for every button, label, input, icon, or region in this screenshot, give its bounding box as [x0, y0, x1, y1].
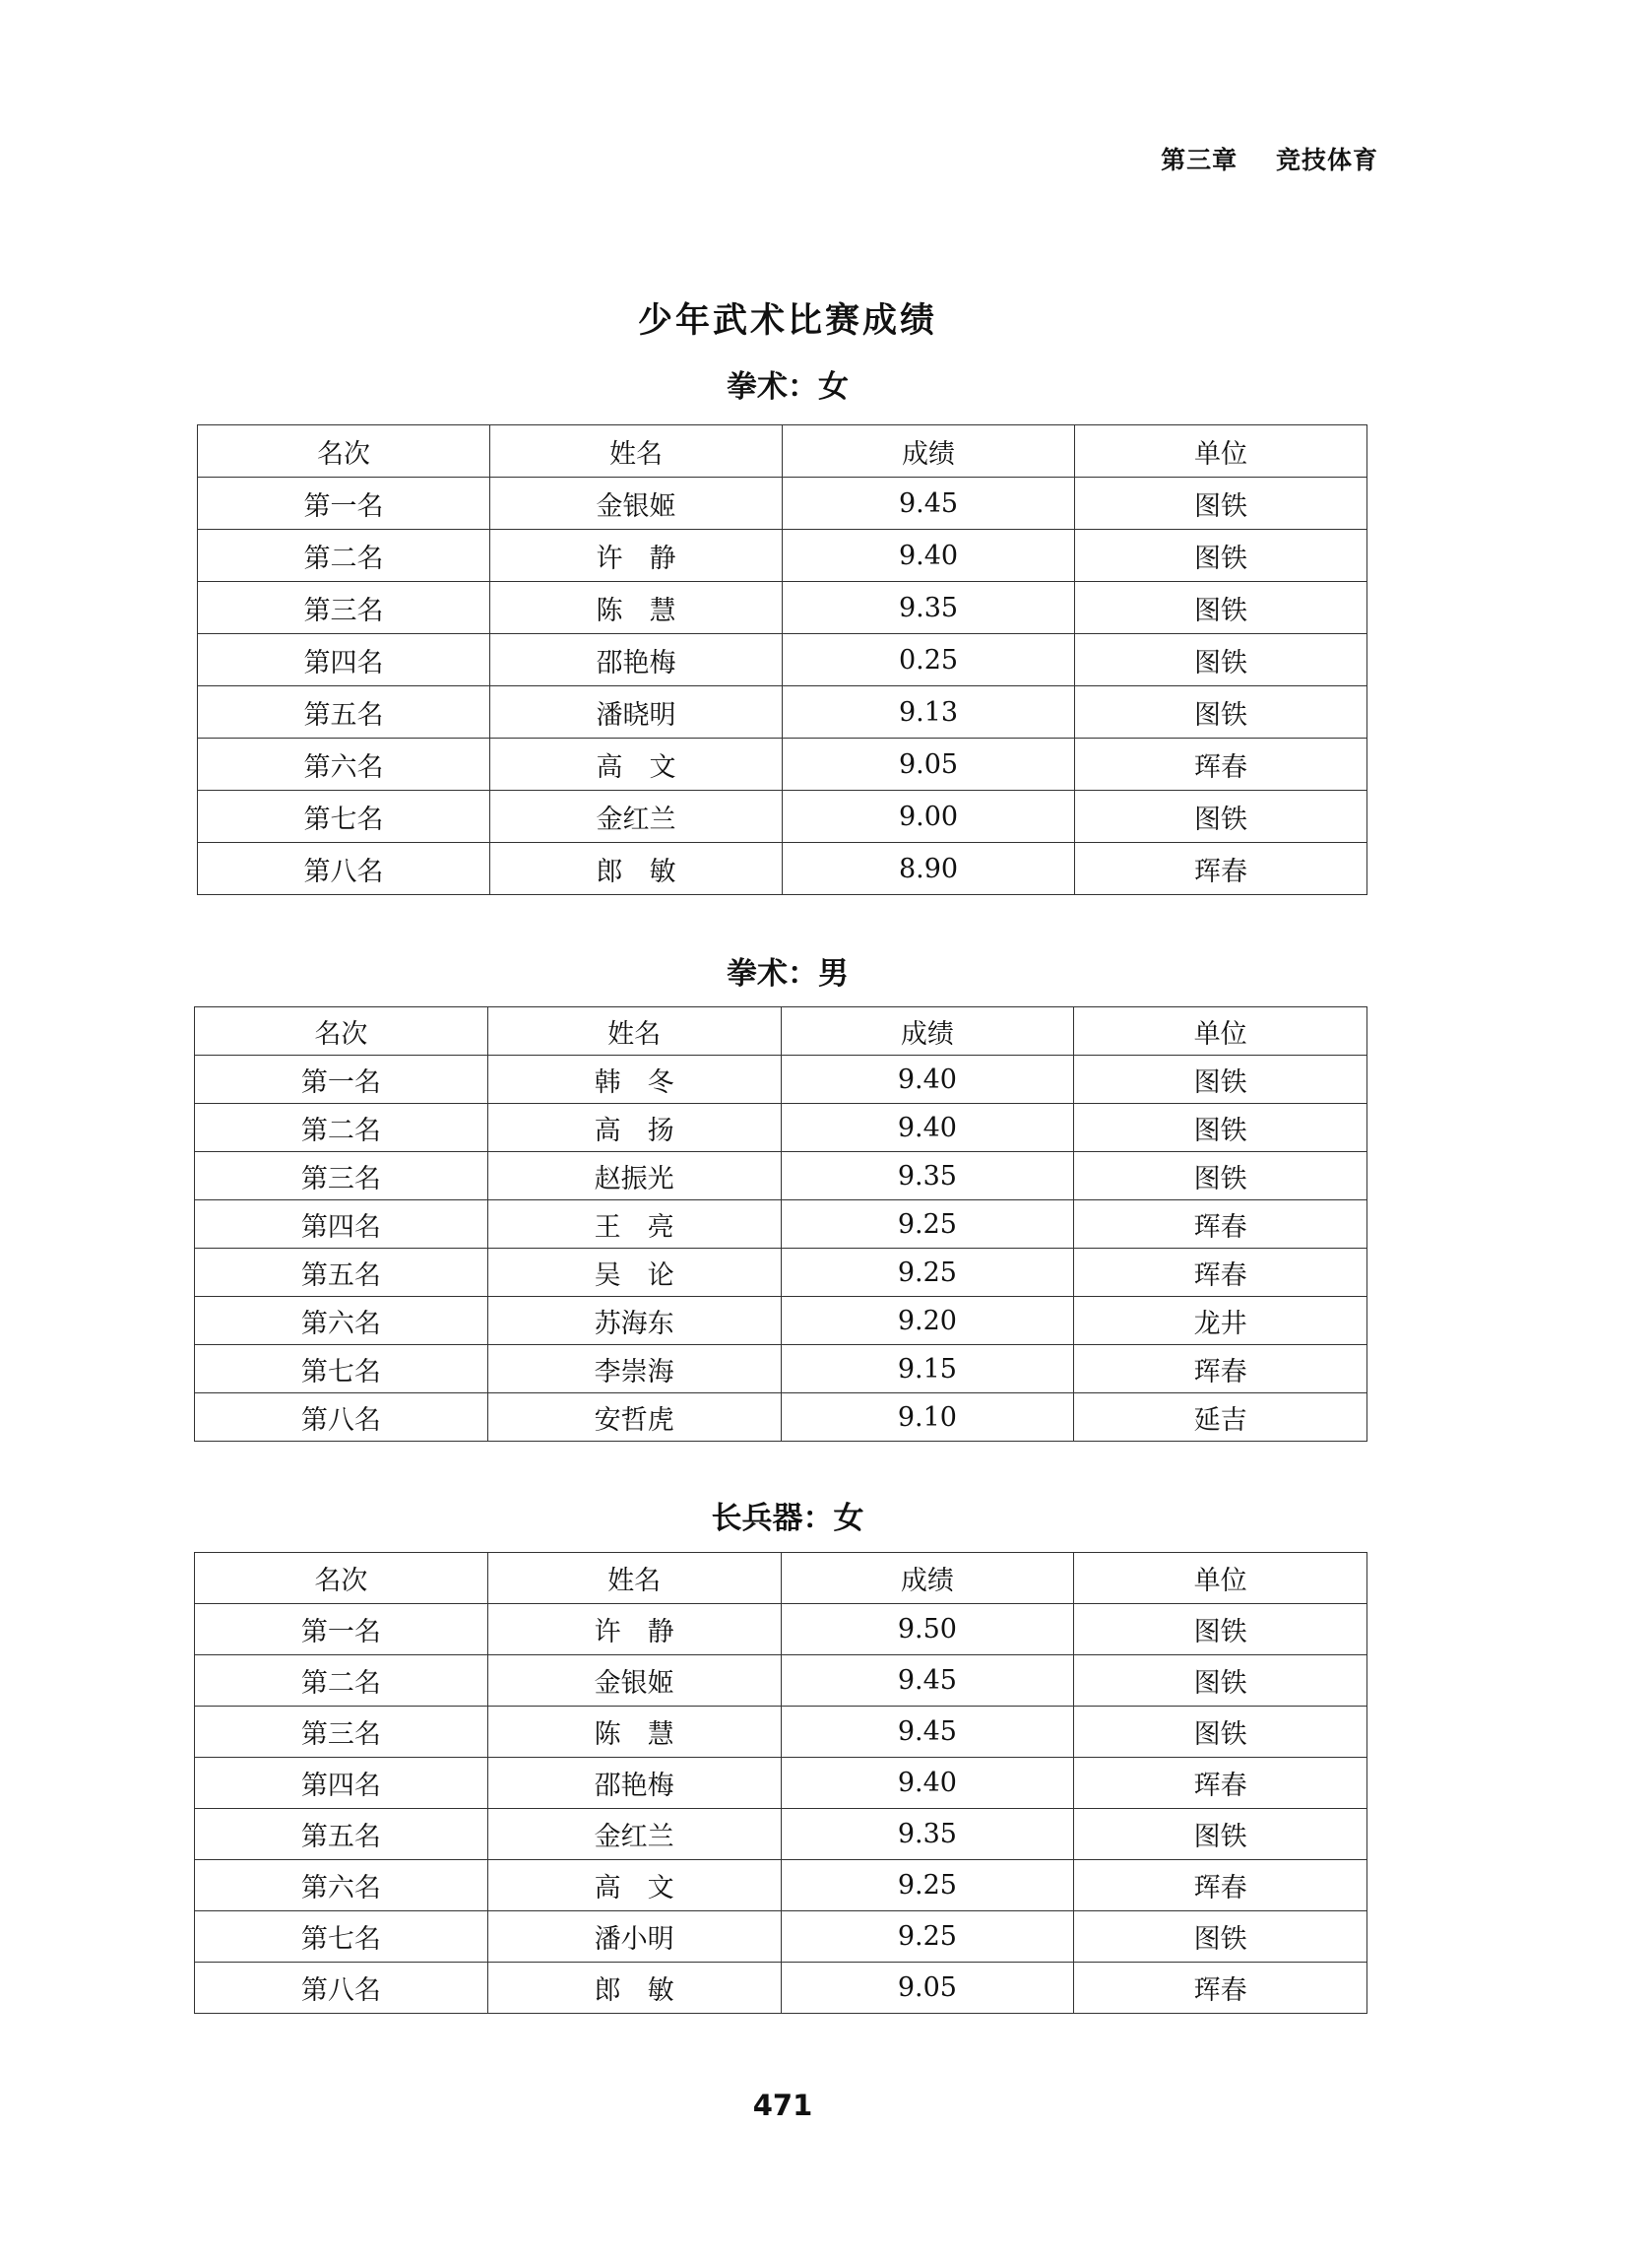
unit-cell: 图铁 [1074, 1056, 1367, 1104]
column-header-unit: 单位 [1075, 425, 1367, 478]
score-cell: 9.25 [781, 1200, 1074, 1249]
rank-cell: 第七名 [195, 1345, 488, 1393]
name-cell: 吴 论 [487, 1249, 781, 1297]
unit-cell: 图铁 [1074, 1911, 1367, 1963]
table-row [195, 1104, 1367, 1152]
column-header-rank: 名次 [195, 1553, 488, 1604]
name-cell: 金红兰 [490, 791, 783, 843]
unit-cell: 龙井 [1074, 1297, 1367, 1345]
table-header-row [195, 1007, 1367, 1056]
rank-cell: 第三名 [198, 582, 490, 634]
name-cell: 潘小明 [487, 1911, 781, 1963]
rank-cell: 第八名 [195, 1963, 488, 2014]
name-cell: 金红兰 [487, 1809, 781, 1860]
column-header-rank: 名次 [195, 1007, 488, 1056]
score-cell: 9.05 [783, 739, 1075, 791]
rank-cell: 第四名 [195, 1758, 488, 1809]
table-row [198, 530, 1367, 582]
score-cell: 9.00 [783, 791, 1075, 843]
score-cell: 9.35 [781, 1809, 1074, 1860]
name-cell: 邵艳梅 [490, 634, 783, 686]
table-row [198, 582, 1367, 634]
column-header-score: 成绩 [781, 1007, 1074, 1056]
table-row [195, 1345, 1367, 1393]
table-header-row [198, 425, 1367, 478]
page-number: 471 [752, 2089, 813, 2122]
table-row [198, 686, 1367, 739]
table-row [195, 1655, 1367, 1707]
rank-cell: 第三名 [195, 1152, 488, 1200]
table-row [195, 1758, 1367, 1809]
chapter-header [1161, 141, 1378, 176]
unit-cell: 图铁 [1075, 791, 1367, 843]
table-row [198, 843, 1367, 895]
column-header-rank: 名次 [198, 425, 490, 478]
rank-cell: 第一名 [195, 1604, 488, 1655]
name-cell: 许 静 [490, 530, 783, 582]
unit-cell: 图铁 [1074, 1655, 1367, 1707]
name-cell: 郎 敏 [487, 1963, 781, 2014]
unit-cell: 图铁 [1074, 1152, 1367, 1200]
table-row [195, 1860, 1367, 1911]
rank-cell: 第四名 [198, 634, 490, 686]
score-cell: 9.35 [781, 1152, 1074, 1200]
column-header-name: 姓名 [487, 1007, 781, 1056]
score-cell: 9.10 [781, 1393, 1074, 1442]
table-row [195, 1707, 1367, 1758]
table-row [195, 1249, 1367, 1297]
unit-cell: 珲春 [1074, 1758, 1367, 1809]
column-header-score: 成绩 [781, 1553, 1074, 1604]
rank-cell: 第五名 [198, 686, 490, 739]
score-cell: 9.50 [781, 1604, 1074, 1655]
name-cell: 金银姬 [487, 1655, 781, 1707]
score-cell: 9.45 [781, 1707, 1074, 1758]
unit-cell: 图铁 [1074, 1604, 1367, 1655]
score-cell: 9.40 [781, 1758, 1074, 1809]
unit-cell: 珲春 [1074, 1200, 1367, 1249]
results-table-quanshu-female [197, 424, 1367, 895]
table-row [195, 1152, 1367, 1200]
score-cell: 9.25 [781, 1860, 1074, 1911]
results-table-quanshu-male [194, 1006, 1367, 1442]
name-cell: 高 文 [487, 1860, 781, 1911]
unit-cell: 图铁 [1075, 530, 1367, 582]
score-cell: 9.20 [781, 1297, 1074, 1345]
name-cell: 潘晓明 [490, 686, 783, 739]
score-cell: 9.45 [781, 1655, 1074, 1707]
name-cell: 苏海东 [487, 1297, 781, 1345]
name-cell: 金银姬 [490, 478, 783, 530]
unit-cell: 珲春 [1074, 1860, 1367, 1911]
rank-cell: 第八名 [198, 843, 490, 895]
unit-cell: 图铁 [1075, 634, 1367, 686]
table-row [195, 1297, 1367, 1345]
unit-cell: 珲春 [1075, 843, 1367, 895]
section-title-long-weapon-female: 长兵器：女 [711, 1501, 864, 1536]
chapter-label: 第三章 [1161, 146, 1239, 174]
unit-cell: 珲春 [1074, 1963, 1367, 2014]
score-cell: 0.25 [783, 634, 1075, 686]
section-title-quanshu-female: 拳术：女 [727, 369, 849, 405]
column-header-name: 姓名 [490, 425, 783, 478]
column-header-unit: 单位 [1074, 1553, 1367, 1604]
score-cell: 9.40 [781, 1104, 1074, 1152]
column-header-unit: 单位 [1074, 1007, 1367, 1056]
unit-cell: 图铁 [1074, 1104, 1367, 1152]
name-cell: 韩 冬 [487, 1056, 781, 1104]
rank-cell: 第二名 [195, 1655, 488, 1707]
table-row [198, 791, 1367, 843]
document-title: 少年武术比赛成绩 [637, 300, 937, 341]
name-cell: 陈 慧 [487, 1707, 781, 1758]
rank-cell: 第八名 [195, 1393, 488, 1442]
table-row [195, 1911, 1367, 1963]
score-cell: 9.15 [781, 1345, 1074, 1393]
results-table-long-weapon-female [194, 1552, 1367, 2014]
score-cell: 9.35 [783, 582, 1075, 634]
unit-cell: 珲春 [1074, 1345, 1367, 1393]
column-header-score: 成绩 [783, 425, 1075, 478]
score-cell: 9.40 [783, 530, 1075, 582]
name-cell: 高 文 [490, 739, 783, 791]
table-row [195, 1809, 1367, 1860]
unit-cell: 图铁 [1074, 1707, 1367, 1758]
unit-cell: 珲春 [1074, 1249, 1367, 1297]
rank-cell: 第五名 [195, 1809, 488, 1860]
score-cell: 9.25 [781, 1911, 1074, 1963]
rank-cell: 第一名 [195, 1056, 488, 1104]
table-row [195, 1056, 1367, 1104]
name-cell: 李崇海 [487, 1345, 781, 1393]
score-cell: 8.90 [783, 843, 1075, 895]
unit-cell: 图铁 [1075, 686, 1367, 739]
table-row [198, 478, 1367, 530]
table-row [198, 634, 1367, 686]
rank-cell: 第四名 [195, 1200, 488, 1249]
rank-cell: 第七名 [198, 791, 490, 843]
rank-cell: 第七名 [195, 1911, 488, 1963]
name-cell: 王 亮 [487, 1200, 781, 1249]
rank-cell: 第五名 [195, 1249, 488, 1297]
unit-cell: 图铁 [1075, 582, 1367, 634]
rank-cell: 第三名 [195, 1707, 488, 1758]
score-cell: 9.40 [781, 1056, 1074, 1104]
score-cell: 9.13 [783, 686, 1075, 739]
table-row [195, 1604, 1367, 1655]
table-row [195, 1393, 1367, 1442]
unit-cell: 珲春 [1075, 739, 1367, 791]
table-header-row [195, 1553, 1367, 1604]
name-cell: 赵振光 [487, 1152, 781, 1200]
rank-cell: 第二名 [195, 1104, 488, 1152]
table-row [195, 1200, 1367, 1249]
rank-cell: 第六名 [195, 1297, 488, 1345]
name-cell: 郎 敏 [490, 843, 783, 895]
section-title-quanshu-male: 拳术：男 [727, 956, 849, 992]
name-cell: 高 扬 [487, 1104, 781, 1152]
score-cell: 9.05 [781, 1963, 1074, 2014]
table-row [198, 739, 1367, 791]
table-row [195, 1963, 1367, 2014]
rank-cell: 第六名 [198, 739, 490, 791]
name-cell: 许 静 [487, 1604, 781, 1655]
unit-cell: 图铁 [1074, 1809, 1367, 1860]
name-cell: 陈 慧 [490, 582, 783, 634]
unit-cell: 延吉 [1074, 1393, 1367, 1442]
rank-cell: 第六名 [195, 1860, 488, 1911]
unit-cell: 图铁 [1075, 478, 1367, 530]
score-cell: 9.45 [783, 478, 1075, 530]
rank-cell: 第一名 [198, 478, 490, 530]
column-header-name: 姓名 [487, 1553, 781, 1604]
rank-cell: 第二名 [198, 530, 490, 582]
section-label: 竞技体育 [1275, 146, 1378, 174]
name-cell: 邵艳梅 [487, 1758, 781, 1809]
name-cell: 安哲虎 [487, 1393, 781, 1442]
score-cell: 9.25 [781, 1249, 1074, 1297]
